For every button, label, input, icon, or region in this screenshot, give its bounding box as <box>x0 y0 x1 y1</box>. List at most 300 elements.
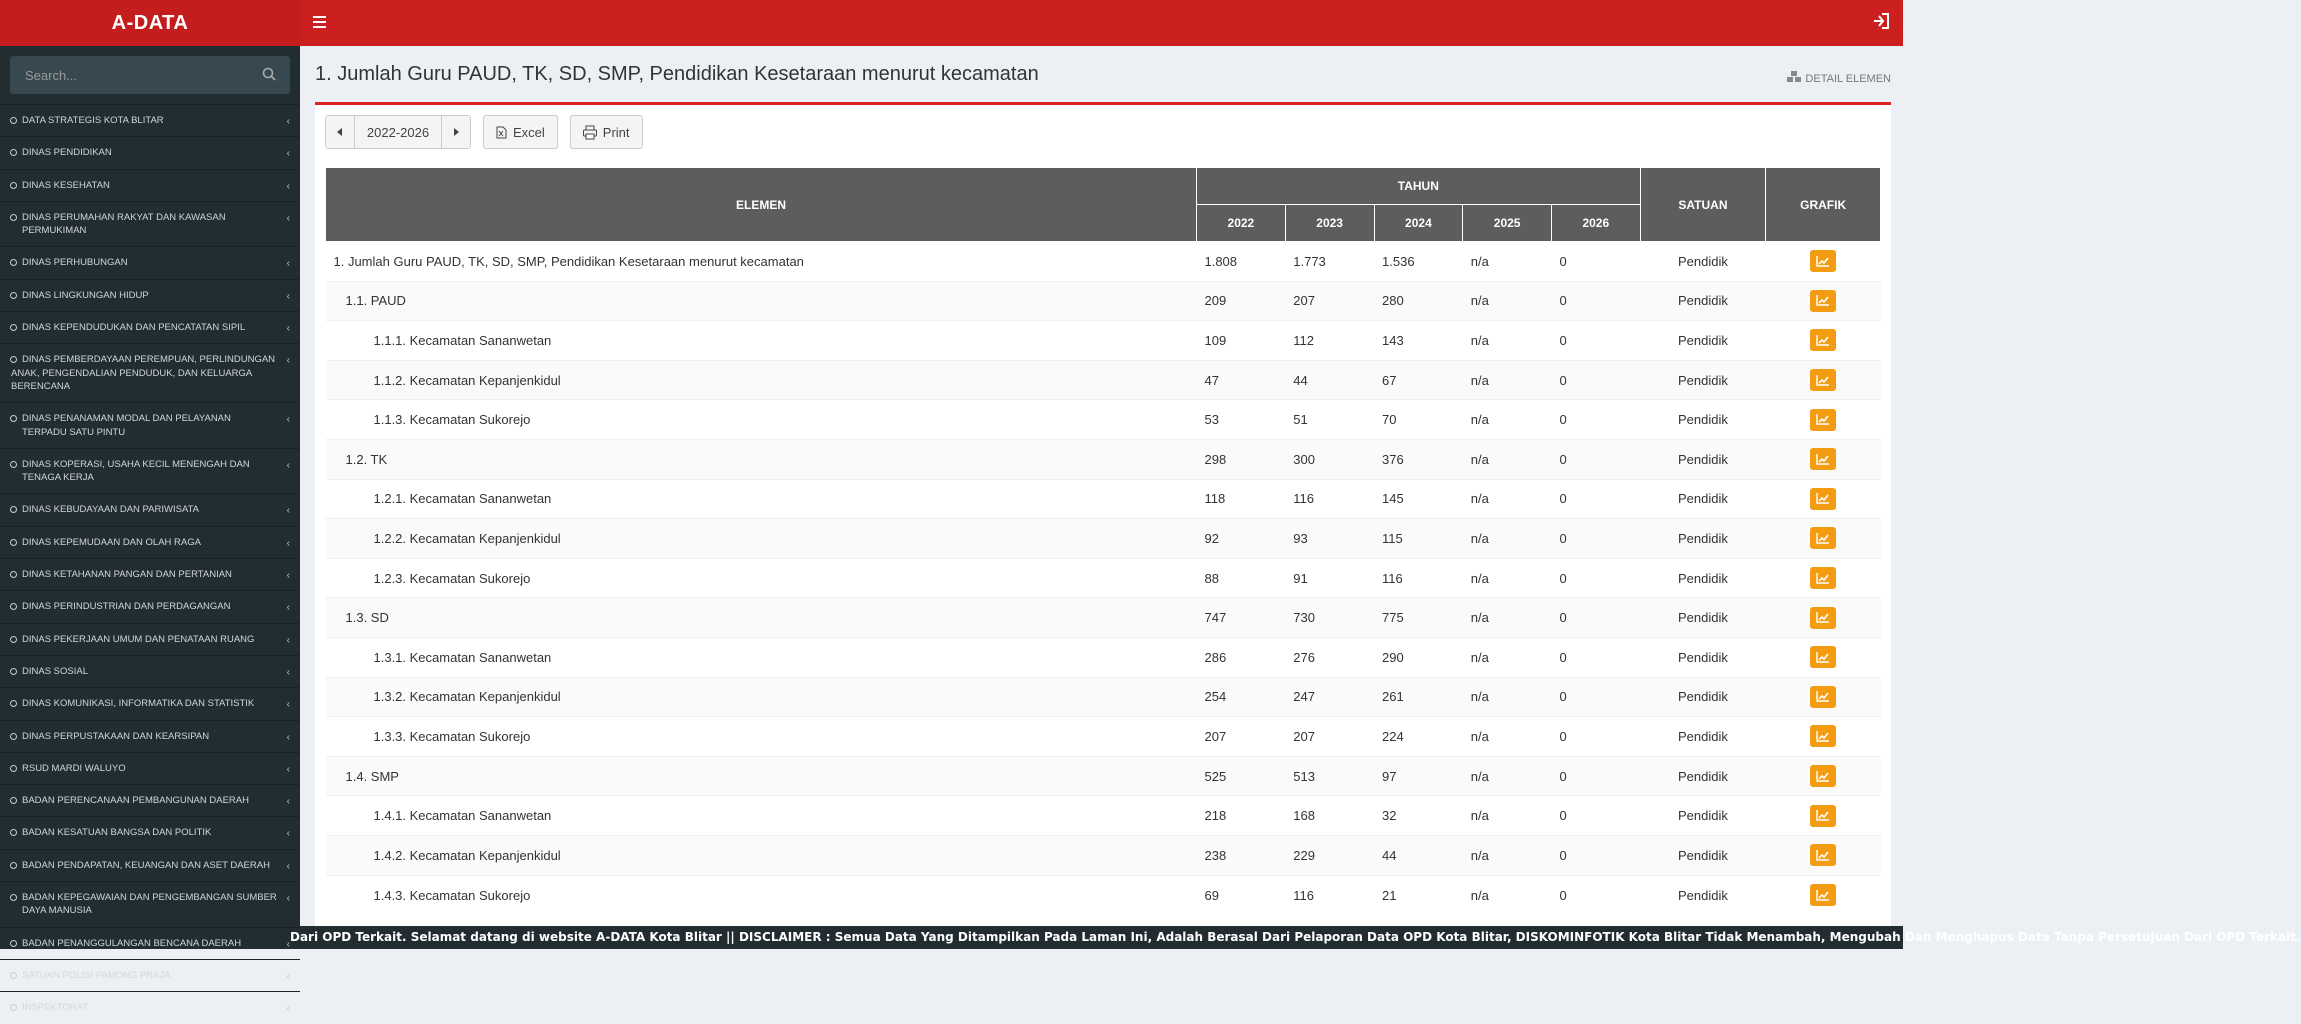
table-row <box>326 281 1881 321</box>
elemen-cell[interactable]: 1.1.2. Kecamatan Kepanjenkidul <box>326 360 1197 400</box>
col-header-satuan: SATUAN <box>1640 168 1766 242</box>
chevron-left-icon: ‹ <box>286 860 290 872</box>
value-cell: 376 <box>1374 439 1463 479</box>
col-header-year: 2023 <box>1285 205 1374 242</box>
sidebar-item[interactable] <box>0 558 300 590</box>
value-cell: n/a <box>1463 321 1552 361</box>
chart-button[interactable] <box>1810 369 1836 391</box>
sidebar-item-label: BADAN KEPEGAWAIAN DAN PENGEMBANGAN SUMBER DAYA MANUSIA <box>22 892 277 917</box>
sidebar-item-label: DINAS KEPENDUDUKAN DAN PENCATATAN SIPIL <box>22 322 246 334</box>
value-cell: n/a <box>1463 796 1552 836</box>
chevron-left-icon: ‹ <box>286 828 290 840</box>
sidebar-item-label: DINAS SOSIAL <box>22 665 88 677</box>
chevron-left-icon: ‹ <box>286 763 290 775</box>
value-cell: 70 <box>1374 400 1463 440</box>
value-cell: 224 <box>1374 717 1463 757</box>
data-table <box>325 167 1881 915</box>
chevron-left-icon: ‹ <box>286 355 290 367</box>
value-cell: 109 <box>1196 321 1285 361</box>
grafik-cell <box>1766 479 1881 519</box>
col-header-year: 2025 <box>1463 205 1552 242</box>
value-cell: 0 <box>1551 439 1640 479</box>
chevron-left-icon: ‹ <box>286 180 290 192</box>
value-cell: n/a <box>1463 677 1552 717</box>
sidebar-item-label: DINAS PERHUBUNGAN <box>22 257 128 269</box>
chevron-left-icon: ‹ <box>286 699 290 711</box>
line-chart-icon <box>1816 771 1830 782</box>
value-cell: 229 <box>1285 835 1374 875</box>
value-cell: n/a <box>1463 360 1552 400</box>
value-cell: 1.773 <box>1285 242 1374 282</box>
sidebar-item-label: DINAS KEPEMUDAAN DAN OLAH RAGA <box>22 536 201 548</box>
value-cell: 0 <box>1551 637 1640 677</box>
value-cell: 730 <box>1285 598 1374 638</box>
sidebar-toggle-icon[interactable] <box>313 13 327 33</box>
ticker-text: Dari OPD Terkait. Selamat datang di website A-DATA Kota Blitar || DISCLAIMER : Semua Data Yang Ditampilkan Pada Laman Ini, Adalah Berasal Dari Pelaporan Data OPD Kota Blitar, DISKOMINFOTIK Kota Blitar Tidak Menambah, Mengubah Dan Menghapus Data Tanpa Persetujuan Dari OPD Terkait. <box>290 930 2301 944</box>
sidebar-search <box>10 56 290 94</box>
excel-button[interactable] <box>483 115 558 149</box>
value-cell: 300 <box>1285 439 1374 479</box>
value-cell: n/a <box>1463 281 1552 321</box>
value-cell: n/a <box>1463 558 1552 598</box>
value-cell: 67 <box>1374 360 1463 400</box>
sidebar-item-label: DINAS KEBUDAYAAN DAN PARIWISATA <box>22 504 200 516</box>
table-row <box>326 519 1881 559</box>
satuan-cell: Pendidik <box>1640 360 1766 400</box>
sidebar-item[interactable] <box>0 136 300 168</box>
elemen-cell[interactable]: 1.4.3. Kecamatan Sukorejo <box>326 875 1197 915</box>
sidebar-item[interactable] <box>0 590 300 622</box>
table-row <box>326 439 1881 479</box>
value-cell: 525 <box>1196 756 1285 796</box>
value-cell: 0 <box>1551 558 1640 598</box>
value-cell: 97 <box>1374 756 1463 796</box>
value-cell: 0 <box>1551 242 1640 282</box>
chevron-left-icon: ‹ <box>286 290 290 302</box>
sidebar-item-label: DINAS KETAHANAN PANGAN DAN PERTANIAN <box>22 569 232 581</box>
sidebar-item-label: DINAS PENANAMAN MODAL DAN PELAYANAN TERPADU SATU PINTU <box>22 413 231 438</box>
satuan-cell: Pendidik <box>1640 835 1766 875</box>
elemen-cell[interactable]: 1.3. SD <box>326 598 1197 638</box>
search-icon[interactable] <box>262 67 278 83</box>
sidebar-item[interactable] <box>0 201 300 247</box>
excel-label: Excel <box>513 124 545 140</box>
chart-button[interactable] <box>1810 884 1836 906</box>
value-cell: 143 <box>1374 321 1463 361</box>
chart-button[interactable] <box>1810 329 1836 351</box>
grafik-cell <box>1766 558 1881 598</box>
circle-icon <box>10 700 17 707</box>
sidebar-item[interactable] <box>0 169 300 201</box>
circle-icon <box>10 149 17 156</box>
chart-button[interactable] <box>1810 607 1836 629</box>
chart-button[interactable] <box>1810 567 1836 589</box>
value-cell: 91 <box>1285 558 1374 598</box>
satuan-cell: Pendidik <box>1640 400 1766 440</box>
value-cell: 261 <box>1374 677 1463 717</box>
line-chart-icon <box>1816 295 1830 306</box>
sidebar-item-label: SATUAN POLISI PAMONG PRAJA <box>22 969 171 981</box>
caret-right-icon <box>453 128 459 136</box>
value-cell: n/a <box>1463 835 1552 875</box>
col-header-tahun: TAHUN <box>1196 168 1640 205</box>
circle-icon <box>10 506 17 513</box>
elemen-cell[interactable]: 1.1.1. Kecamatan Sananwetan <box>326 321 1197 361</box>
value-cell: 47 <box>1196 360 1285 400</box>
table-row <box>326 479 1881 519</box>
sidebar-item[interactable] <box>0 991 300 1023</box>
line-chart-icon <box>1816 375 1830 386</box>
circle-icon <box>10 415 17 422</box>
disclaimer-ticker <box>290 926 2301 949</box>
chart-button[interactable] <box>1810 409 1836 431</box>
col-header-grafik: GRAFIK <box>1766 168 1881 242</box>
value-cell: 0 <box>1551 281 1640 321</box>
value-cell: 116 <box>1285 479 1374 519</box>
chevron-left-icon: ‹ <box>286 116 290 127</box>
value-cell: 145 <box>1374 479 1463 519</box>
chevron-left-icon: ‹ <box>286 731 290 743</box>
sidebar-item-label: DATA STRATEGIS KOTA BLITAR <box>22 115 164 126</box>
grafik-cell <box>1766 637 1881 677</box>
value-cell: 69 <box>1196 875 1285 915</box>
sidebar-item[interactable] <box>0 311 300 343</box>
sidebar-item[interactable] <box>0 402 300 448</box>
value-cell: 218 <box>1196 796 1285 836</box>
table-toolbar <box>325 115 643 149</box>
value-cell: 286 <box>1196 637 1285 677</box>
satuan-cell: Pendidik <box>1640 598 1766 638</box>
value-cell: 209 <box>1196 281 1285 321</box>
line-chart-icon <box>1816 335 1830 346</box>
value-cell: 0 <box>1551 598 1640 638</box>
line-chart-icon <box>1816 652 1830 663</box>
value-cell: 207 <box>1285 717 1374 757</box>
sidebar-item[interactable] <box>0 881 300 927</box>
sidebar-item[interactable] <box>0 279 300 311</box>
circle-icon <box>10 636 17 643</box>
line-chart-icon <box>1816 612 1830 623</box>
sidebar-item[interactable] <box>0 687 300 719</box>
sidebar-item[interactable] <box>0 343 300 402</box>
line-chart-icon <box>1816 691 1830 702</box>
table-row <box>326 242 1881 282</box>
sidebar-menu <box>0 104 300 1024</box>
chart-button[interactable] <box>1810 725 1836 747</box>
value-cell: 247 <box>1285 677 1374 717</box>
sidebar-item[interactable] <box>0 246 300 278</box>
circle-icon <box>10 461 17 468</box>
elemen-cell[interactable]: 1.1.3. Kecamatan Sukorejo <box>326 400 1197 440</box>
circle-icon <box>10 356 17 363</box>
sidebar-item[interactable] <box>0 526 300 558</box>
satuan-cell: Pendidik <box>1640 519 1766 559</box>
col-header-year: 2024 <box>1374 205 1463 242</box>
value-cell: 116 <box>1285 875 1374 915</box>
grafik-cell <box>1766 400 1881 440</box>
value-cell: 51 <box>1285 400 1374 440</box>
col-header-year: 2026 <box>1551 205 1640 242</box>
sidebar-item-label: DINAS PENDIDIKAN <box>22 147 112 159</box>
value-cell: 0 <box>1551 360 1640 400</box>
value-cell: n/a <box>1463 875 1552 915</box>
detail-elemen-link[interactable] <box>1787 71 1891 86</box>
circle-icon <box>10 539 17 546</box>
sidebar-item[interactable] <box>0 448 300 494</box>
value-cell: 0 <box>1551 717 1640 757</box>
table-row <box>326 717 1881 757</box>
detail-elemen-label: DETAIL ELEMEN <box>1805 72 1891 85</box>
value-cell: 238 <box>1196 835 1285 875</box>
sidebar-item[interactable] <box>0 959 300 991</box>
satuan-cell: Pendidik <box>1640 439 1766 479</box>
value-cell: 88 <box>1196 558 1285 598</box>
table-row <box>326 796 1881 836</box>
chevron-left-icon: ‹ <box>286 893 290 905</box>
grafik-cell <box>1766 519 1881 559</box>
value-cell: 44 <box>1374 835 1463 875</box>
sidebar-item[interactable] <box>0 784 300 816</box>
value-cell: n/a <box>1463 756 1552 796</box>
grafik-cell <box>1766 598 1881 638</box>
sidebar-item-label: BADAN KESATUAN BANGSA DAN POLITIK <box>22 827 212 839</box>
sidebar-item-label: DINAS PERINDUSTRIAN DAN PERDAGANGAN <box>22 601 231 613</box>
year-range-label[interactable]: 2022-2026 <box>354 116 442 148</box>
elemen-cell[interactable]: 1.4.1. Kecamatan Sananwetan <box>326 796 1197 836</box>
caret-left-icon <box>337 128 343 136</box>
print-button[interactable] <box>570 115 643 149</box>
value-cell: n/a <box>1463 400 1552 440</box>
value-cell: 775 <box>1374 598 1463 638</box>
value-cell: n/a <box>1463 519 1552 559</box>
satuan-cell: Pendidik <box>1640 756 1766 796</box>
chart-button[interactable] <box>1810 488 1836 510</box>
sidebar-item[interactable] <box>0 655 300 687</box>
satuan-cell: Pendidik <box>1640 717 1766 757</box>
chart-button[interactable] <box>1810 805 1836 827</box>
circle-icon <box>10 603 17 610</box>
value-cell: 115 <box>1374 519 1463 559</box>
sidebar-item-label: DINAS PERUMAHAN RAKYAT DAN KAWASAN PERMUKIMAN <box>22 211 226 237</box>
value-cell: 0 <box>1551 756 1640 796</box>
sidebar-item-label: INSPEKTORAT <box>22 1002 89 1014</box>
chevron-left-icon: ‹ <box>286 1003 290 1015</box>
chevron-left-icon: ‹ <box>286 148 290 160</box>
elemen-cell[interactable]: 1. Jumlah Guru PAUD, TK, SD, SMP, Pendidikan Kesetaraan menurut kecamatan <box>326 242 1197 282</box>
sidebar-item-label: DINAS KOPERASI, USAHA KECIL MENENGAH DAN TENAGA KERJA <box>22 458 250 484</box>
sign-in-icon[interactable] <box>1873 13 1891 31</box>
satuan-cell: Pendidik <box>1640 242 1766 282</box>
line-chart-icon <box>1816 573 1830 584</box>
sidebar-item[interactable] <box>0 493 300 525</box>
sidebar-item[interactable] <box>0 927 300 959</box>
value-cell: n/a <box>1463 598 1552 638</box>
chevron-left-icon: ‹ <box>286 505 290 517</box>
satuan-cell: Pendidik <box>1640 558 1766 598</box>
circle-icon <box>10 182 17 189</box>
line-chart-icon <box>1816 810 1830 821</box>
cubes-icon <box>1787 71 1801 86</box>
value-cell: 112 <box>1285 321 1374 361</box>
line-chart-icon <box>1816 850 1830 861</box>
value-cell: 21 <box>1374 875 1463 915</box>
circle-icon <box>10 259 17 266</box>
sidebar-item[interactable] <box>0 623 300 655</box>
sidebar <box>0 46 300 1015</box>
sidebar-item-label: DINAS KESEHATAN <box>22 179 110 191</box>
table-row <box>326 360 1881 400</box>
circle-icon <box>10 214 17 221</box>
search-input[interactable] <box>10 56 290 94</box>
sidebar-item-label: RSUD MARDI WALUYO <box>22 762 126 774</box>
table-row <box>326 756 1881 796</box>
circle-icon <box>10 668 17 675</box>
sidebar-item[interactable] <box>0 849 300 881</box>
grafik-cell <box>1766 360 1881 400</box>
value-cell: 44 <box>1285 360 1374 400</box>
value-cell: n/a <box>1463 637 1552 677</box>
line-chart-icon <box>1816 890 1830 901</box>
circle-icon <box>10 765 17 772</box>
satuan-cell: Pendidik <box>1640 281 1766 321</box>
table-row <box>326 835 1881 875</box>
satuan-cell: Pendidik <box>1640 479 1766 519</box>
chart-button[interactable] <box>1810 290 1836 312</box>
grafik-cell <box>1766 756 1881 796</box>
value-cell: 0 <box>1551 519 1640 559</box>
elemen-cell[interactable]: 1.2.2. Kecamatan Kepanjenkidul <box>326 519 1197 559</box>
prev-range-button[interactable] <box>326 116 354 148</box>
value-cell: 93 <box>1285 519 1374 559</box>
value-cell: 747 <box>1196 598 1285 638</box>
print-label: Print <box>602 124 630 140</box>
chevron-left-icon: ‹ <box>286 796 290 808</box>
value-cell: 254 <box>1196 677 1285 717</box>
next-range-button[interactable] <box>442 116 470 148</box>
circle-icon <box>10 797 17 804</box>
year-range-group <box>325 115 471 149</box>
value-cell: 0 <box>1551 875 1640 915</box>
circle-icon <box>10 940 17 947</box>
grafik-cell <box>1766 835 1881 875</box>
elemen-cell[interactable]: 1.3.1. Kecamatan Sananwetan <box>326 637 1197 677</box>
elemen-cell[interactable]: 1.2.3. Kecamatan Sukorejo <box>326 558 1197 598</box>
chart-button[interactable] <box>1810 686 1836 708</box>
chart-button[interactable] <box>1810 448 1836 470</box>
circle-icon <box>10 733 17 740</box>
grafik-cell <box>1766 439 1881 479</box>
value-cell: 207 <box>1196 717 1285 757</box>
circle-icon <box>10 292 17 299</box>
value-cell: n/a <box>1463 479 1552 519</box>
chevron-left-icon: ‹ <box>286 938 290 950</box>
value-cell: 116 <box>1374 558 1463 598</box>
value-cell: 0 <box>1551 835 1640 875</box>
line-chart-icon <box>1816 533 1830 544</box>
value-cell: 207 <box>1285 281 1374 321</box>
value-cell: 0 <box>1551 400 1640 440</box>
elemen-cell[interactable]: 1.4. SMP <box>326 756 1197 796</box>
line-chart-icon <box>1816 454 1830 465</box>
value-cell: 276 <box>1285 637 1374 677</box>
line-chart-icon <box>1816 414 1830 425</box>
grafik-cell <box>1766 281 1881 321</box>
satuan-cell: Pendidik <box>1640 321 1766 361</box>
table-row <box>326 677 1881 717</box>
grafik-cell <box>1766 796 1881 836</box>
sidebar-item[interactable] <box>0 816 300 848</box>
sidebar-item[interactable] <box>0 752 300 784</box>
elemen-cell[interactable]: 1.3.2. Kecamatan Kepanjenkidul <box>326 677 1197 717</box>
chevron-left-icon: ‹ <box>286 602 290 614</box>
satuan-cell: Pendidik <box>1640 677 1766 717</box>
sidebar-item[interactable] <box>0 104 300 136</box>
col-header-year: 2022 <box>1196 205 1285 242</box>
elemen-cell[interactable]: 1.2. TK <box>326 439 1197 479</box>
col-header-elemen: ELEMEN <box>326 168 1197 242</box>
satuan-cell: Pendidik <box>1640 637 1766 677</box>
page-title: 1. Jumlah Guru PAUD, TK, SD, SMP, Pendidikan Kesetaraan menurut kecamatan <box>315 63 1039 85</box>
sidebar-item-label: DINAS PEKERJAAN UMUM DAN PENATAAN RUANG <box>22 633 255 645</box>
value-cell: 92 <box>1196 519 1285 559</box>
chart-button[interactable] <box>1810 250 1836 272</box>
sidebar-item-label: BADAN PERENCANAAN PEMBANGUNAN DAERAH <box>22 795 249 807</box>
sidebar-item[interactable] <box>0 720 300 752</box>
circle-icon <box>10 829 17 836</box>
satuan-cell: Pendidik <box>1640 796 1766 836</box>
chevron-left-icon: ‹ <box>286 666 290 678</box>
chart-button[interactable] <box>1810 646 1836 668</box>
elemen-cell[interactable]: 1.4.2. Kecamatan Kepanjenkidul <box>326 835 1197 875</box>
value-cell: 168 <box>1285 796 1374 836</box>
chart-button[interactable] <box>1810 527 1836 549</box>
value-cell: 32 <box>1374 796 1463 836</box>
chart-button[interactable] <box>1810 765 1836 787</box>
table-row <box>326 598 1881 638</box>
sidebar-item-label: DINAS PEMBERDAYAAN PEREMPUAN, PERLINDUNGAN ANAK, PENGENDALIAN PENDUDUK, DAN KELUARGA BERENCANA <box>11 354 276 392</box>
value-cell: 298 <box>1196 439 1285 479</box>
value-cell: 0 <box>1551 321 1640 361</box>
circle-icon <box>10 571 17 578</box>
main-content <box>300 46 1903 926</box>
chart-button[interactable] <box>1810 844 1836 866</box>
value-cell: n/a <box>1463 717 1552 757</box>
data-box <box>315 102 1891 932</box>
top-navbar <box>0 0 1903 46</box>
value-cell: n/a <box>1463 242 1552 282</box>
value-cell: 53 <box>1196 400 1285 440</box>
value-cell: 118 <box>1196 479 1285 519</box>
elemen-cell[interactable]: 1.3.3. Kecamatan Sukorejo <box>326 717 1197 757</box>
sidebar-item-label: BADAN PENDAPATAN, KEUANGAN DAN ASET DAERAH <box>22 859 270 871</box>
grafik-cell <box>1766 677 1881 717</box>
circle-icon <box>10 894 17 901</box>
elemen-cell[interactable]: 1.1. PAUD <box>326 281 1197 321</box>
grafik-cell <box>1766 717 1881 757</box>
chevron-left-icon: ‹ <box>286 459 290 471</box>
brand-logo[interactable]: A-DATA <box>0 0 300 46</box>
circle-icon <box>10 324 17 331</box>
table-row <box>326 321 1881 361</box>
elemen-cell[interactable]: 1.2.1. Kecamatan Sananwetan <box>326 479 1197 519</box>
grafik-cell <box>1766 875 1881 915</box>
chevron-left-icon: ‹ <box>286 537 290 549</box>
table-row <box>326 875 1881 915</box>
chevron-left-icon: ‹ <box>286 414 290 426</box>
satuan-cell: Pendidik <box>1640 875 1766 915</box>
table-row <box>326 637 1881 677</box>
sidebar-item-label: DINAS KOMUNIKASI, INFORMATIKA DAN STATISTIK <box>22 698 255 710</box>
